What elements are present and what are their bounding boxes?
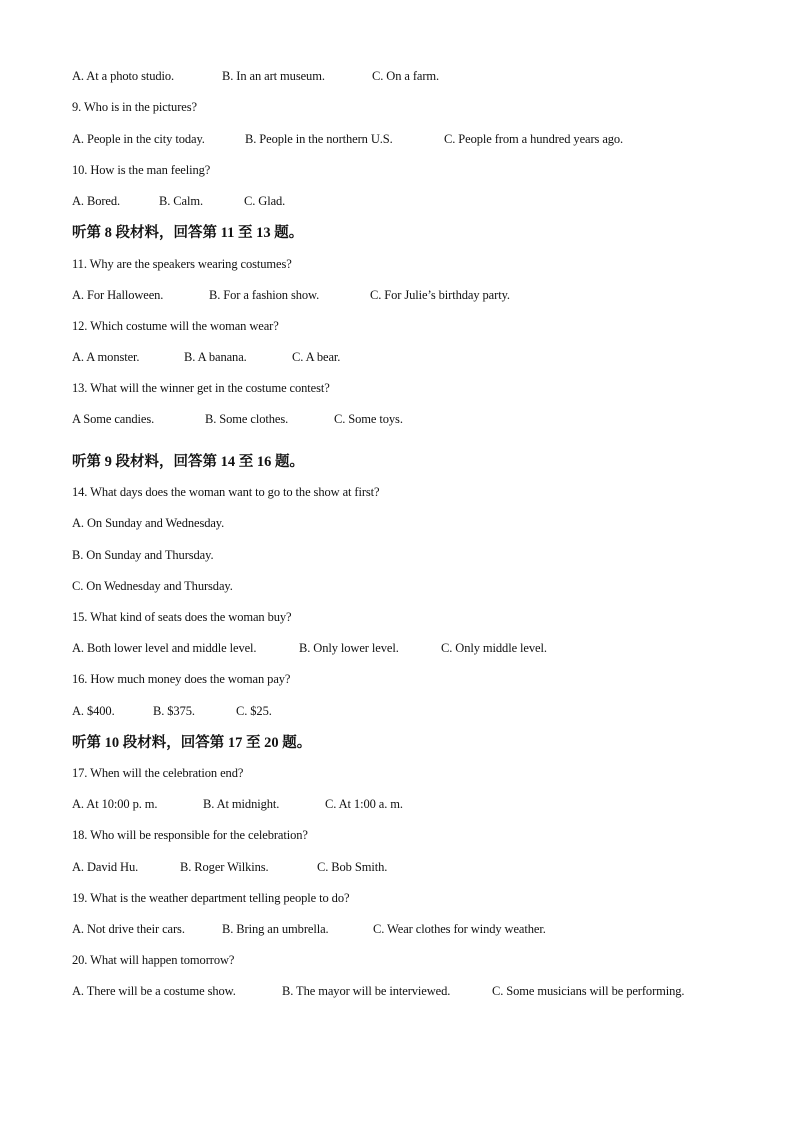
q17-option-c: C. At 1:00 a. m. xyxy=(325,797,403,811)
q20-option-a: A. There will be a costume show. xyxy=(72,984,236,998)
q13-option-b: B. Some clothes. xyxy=(205,412,289,426)
q18-option-a: A. David Hu. xyxy=(72,860,139,874)
section-10-heading: 听第 10 段材料，回答第 17 至 20 题。 xyxy=(72,735,312,751)
q15-option-a: A. Both lower level and middle level. xyxy=(72,641,257,655)
q18-option-b: B. Roger Wilkins. xyxy=(180,860,269,874)
q17-question: 17. When will the celebration end? xyxy=(72,766,244,780)
q11-option-c: C. For Julie’s birthday party. xyxy=(370,288,510,302)
q14-option-c: C. On Wednesday and Thursday. xyxy=(72,579,233,593)
q11-option-b: B. For a fashion show. xyxy=(209,288,320,302)
q18-question: 18. Who will be responsible for the celebration? xyxy=(72,828,308,842)
q12-option-b: B. A banana. xyxy=(184,350,247,364)
q16-option-c: C. $25. xyxy=(236,704,272,718)
q20-question: 20. What will happen tomorrow? xyxy=(72,953,235,967)
q10-option-b: B. Calm. xyxy=(159,194,203,208)
section-9-heading: 听第 9 段材料，回答第 14 至 16 题。 xyxy=(72,454,304,470)
q14-option-b: B. On Sunday and Thursday. xyxy=(72,548,214,562)
q10-option-a: A. Bored. xyxy=(72,194,121,208)
q13-option-a: A Some candies. xyxy=(72,412,155,426)
q12-option-c: C. A bear. xyxy=(292,350,341,364)
q19-option-b: B. Bring an umbrella. xyxy=(222,922,329,936)
q16-option-b: B. $375. xyxy=(153,704,195,718)
section-8-heading: 听第 8 段材料，回答第 11 至 13 题。 xyxy=(72,225,304,241)
q9-option-a: A. People in the city today. xyxy=(72,132,205,146)
q8-option-c: C. On a farm. xyxy=(372,69,440,83)
q18-option-c: C. Bob Smith. xyxy=(317,860,388,874)
q16-option-a: A. $400. xyxy=(72,704,115,718)
q9-option-c: C. People from a hundred years ago. xyxy=(444,132,624,146)
q8-option-a: A. At a photo studio. xyxy=(72,69,175,83)
q14-question: 14. What days does the woman want to go to the show at first? xyxy=(72,485,380,499)
q15-option-b: B. Only lower level. xyxy=(299,641,399,655)
q12-option-a: A. A monster. xyxy=(72,350,140,364)
q13-option-c: C. Some toys. xyxy=(334,412,403,426)
q17-option-a: A. At 10:00 p. m. xyxy=(72,797,158,811)
q10-question: 10. How is the man feeling? xyxy=(72,163,211,177)
q8-option-b: B. In an art museum. xyxy=(222,69,325,83)
q13-question: 13. What will the winner get in the costume contest? xyxy=(72,381,330,395)
q17-option-b: B. At midnight. xyxy=(203,797,280,811)
q11-option-a: A. For Halloween. xyxy=(72,288,164,302)
q10-option-c: C. Glad. xyxy=(244,194,286,208)
q19-option-c: C. Wear clothes for windy weather. xyxy=(373,922,546,936)
q12-question: 12. Which costume will the woman wear? xyxy=(72,319,279,333)
q19-option-a: A. Not drive their cars. xyxy=(72,922,185,936)
q15-option-c: C. Only middle level. xyxy=(441,641,547,655)
q14-option-a: A. On Sunday and Wednesday. xyxy=(72,516,225,530)
q20-option-c: C. Some musicians will be performing. xyxy=(492,984,685,998)
q15-question: 15. What kind of seats does the woman buy? xyxy=(72,610,292,624)
q16-question: 16. How much money does the woman pay? xyxy=(72,672,291,686)
q20-option-b: B. The mayor will be interviewed. xyxy=(282,984,451,998)
q9-option-b: B. People in the northern U.S. xyxy=(245,132,393,146)
q19-question: 19. What is the weather department telling people to do? xyxy=(72,891,350,905)
q9-question: 9. Who is in the pictures? xyxy=(72,100,197,114)
q11-question: 11. Why are the speakers wearing costumes? xyxy=(72,257,292,271)
